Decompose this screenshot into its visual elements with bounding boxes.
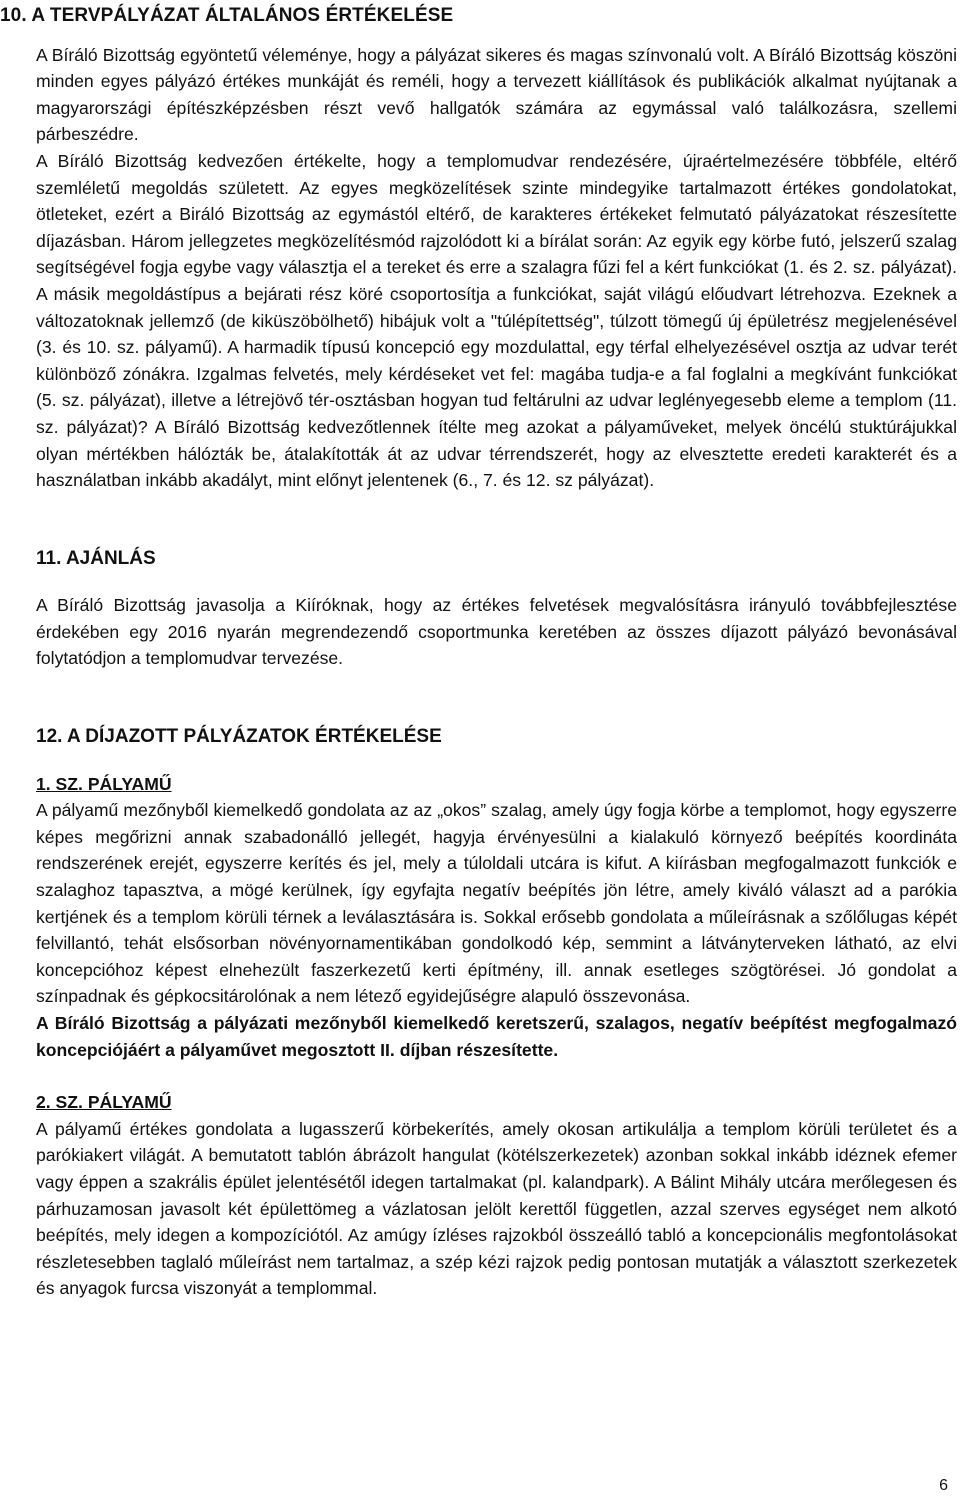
section-11-heading: 11. AJÁNLÁS: [36, 547, 156, 569]
section-10-paragraph-2: A Bíráló Bizottság kedvezően értékelte, hogy a templomudvar rendezésére, újraértelmezésére többféle, eltérő szemléletű megoldás született. Az egyes megközelítések szinte mindegyike tartalmazott értékes gondolatokat, ötleteket, ezért a Biráló Bizottság az egymástól eltérő, de karakteres értékeket felmutató pályázatokat részesítette díjazásban. Három jellegzetes megközelítésmód rajzolódott ki a bírálat során: Az egyik egy körbe futó, jelszerű szalag segítségével fogja egybe vagy választja el a tereket és erre a szalagra fűzi fel a kért funkciókat (1. és 2. sz. pályázat). A másik megoldástípus a bejárati rész köré csoportosítja a funkciókat, saját világú előudvart létrehozva. Ezeknek a változatoknak jellemző (de kiküszöbölhető) hibájuk volt a "túlépítettség", túlzott tömegű új épületrész megjelenésével (3. és 10. sz. pályamű). A harmadik típusú koncepció egy mozdulattal, egy térfal elhelyezésével osztja az udvar terét különböző zónákra. Izgalmas felvetés, mely kérdéseket vet fel: magába tudja-e a fal foglalni a megkívánt funkciókat (5. sz. pályázat), illetve a létrejövő tér-osztásban hogyan tud feltárulni az udvar leglényegesebb eleme a templom (11. sz. pályázat)? A Bíráló Bizottság kedvezőtlennek ítélte meg azokat a pályaműveket, melyek öncélú stuktúrájukkal olyan mértékben hálózták be, átalakították át az udvar térrendszerét, hogy az elvesztette eredeti karakterét és a használatban inkább akadályt, mint előnyt jelentenek (6., 7. és 12. sz pályázat).: [36, 150, 957, 491]
entry-1-title: 1. SZ. PÁLYAMŰ: [36, 773, 172, 794]
section-11-paragraph: A Bíráló Bizottság javasolja a Kiíróknak, hogy az értékes felvetések megvalósításra irányuló továbbfejlesztése érdekében egy 2016 nyarán megrendezendő csoportmunka keretében az összes díjazott pályázó bevonásával folytatódjon a templomudvar tervezése.: [36, 595, 957, 669]
entry-2-title: 2. SZ. PÁLYAMŰ: [36, 1092, 172, 1113]
page-number: 6: [939, 1477, 948, 1494]
section-12-heading: 12. A DÍJAZOTT PÁLYÁZATOK ÉRTÉKELÉSE: [36, 726, 442, 748]
entry-1-body: A pályamű mezőnyből kiemelkedő gondolata az az „okos” szalag, amely úgy fogja körbe a templomot, hogy egyszerre képes megőrizni annak szabadonálló jellegét, hagyja érvényesülni a kialakuló környező beépítés koordináta rendszerének erejét, egyszerre kerítés és jel, mely a túloldali utcára is kifut. A kiírásban megfogalmazott funkciók e szalaghoz tapasztva, a mögé kerülnek, így egyfajta negatív beépítés jön létre, amely kiváló választ ad a parókia kertjének és a templom körüli térnek a leválasztására is. Sokkal erősebb gondolata a műleírásnak a szőlőlugas képét felvillantó, tehát elsősorban növényornamentikában gondolkodó kép, semmint a látványterveken látható, az elvi koncepcióhoz képest elnehezült faszerkezetű kerti építmény, ill. annak esetleges szögtörései. Jó gondolat a színpadnak és gépkocsitárolónak a nem létező egyidejűségre alapuló összevonása.: [36, 800, 957, 1007]
entry-2-body: A pályamű értékes gondolata a lugasszerű körbekerítés, amely okosan artikulálja a templom körüli területet és a parókiakert világát. A bemutatott tablón ábrázolt hangulat (kötélszerkezetek) azonban sokkal inkább idéznek efemer vagy éppen a szakrális épület jelentésétől idegen tartalmakat (pl. kalandpark). A Bálint Mihály utcára merőlegesen és párhuzamosan javasolt két épülettömeg a vázlatosan jelölt kerettől független, azzal szerves egységet nem alkotó beépítés, mely idegen a kompozíciótól. Az amúgy ízléses rajzokból összeálló tabló a koncepcionális megfontolásokat részletesebben taglaló műleírást nem tartalmaz, a szép kézi rajzok pedig pontosan mutatják a választott szerkezetek és anyagok furcsa viszonyát a templommal.: [36, 1118, 957, 1299]
entry-1-verdict: A Bíráló Bizottság a pályázati mezőnyből kiemelkedő keretszerű, szalagos, negatív beépítést megfogalmazó koncepciójáért a pályaművet megosztott II. díjban részesítette.: [36, 1013, 957, 1060]
section-10-heading: 10. A TERVPÁLYÁZAT ÁLTALÁNOS ÉRTÉKELÉSE: [0, 5, 454, 26]
section-10-paragraph-1: A Bíráló Bizottság egyöntetű véleménye, hogy a pályázat sikeres és magas színvonalú volt. A Bíráló Bizottság köszöni minden egyes pályázó értékes munkáját és reméli, hogy a tervezett kiállítások és publikációk alkalmat nyújtanak a magyarországi építészképzésben részt vevő hallgatók számára az egymással való találkozásra, szellemi párbeszédre.: [36, 44, 957, 145]
